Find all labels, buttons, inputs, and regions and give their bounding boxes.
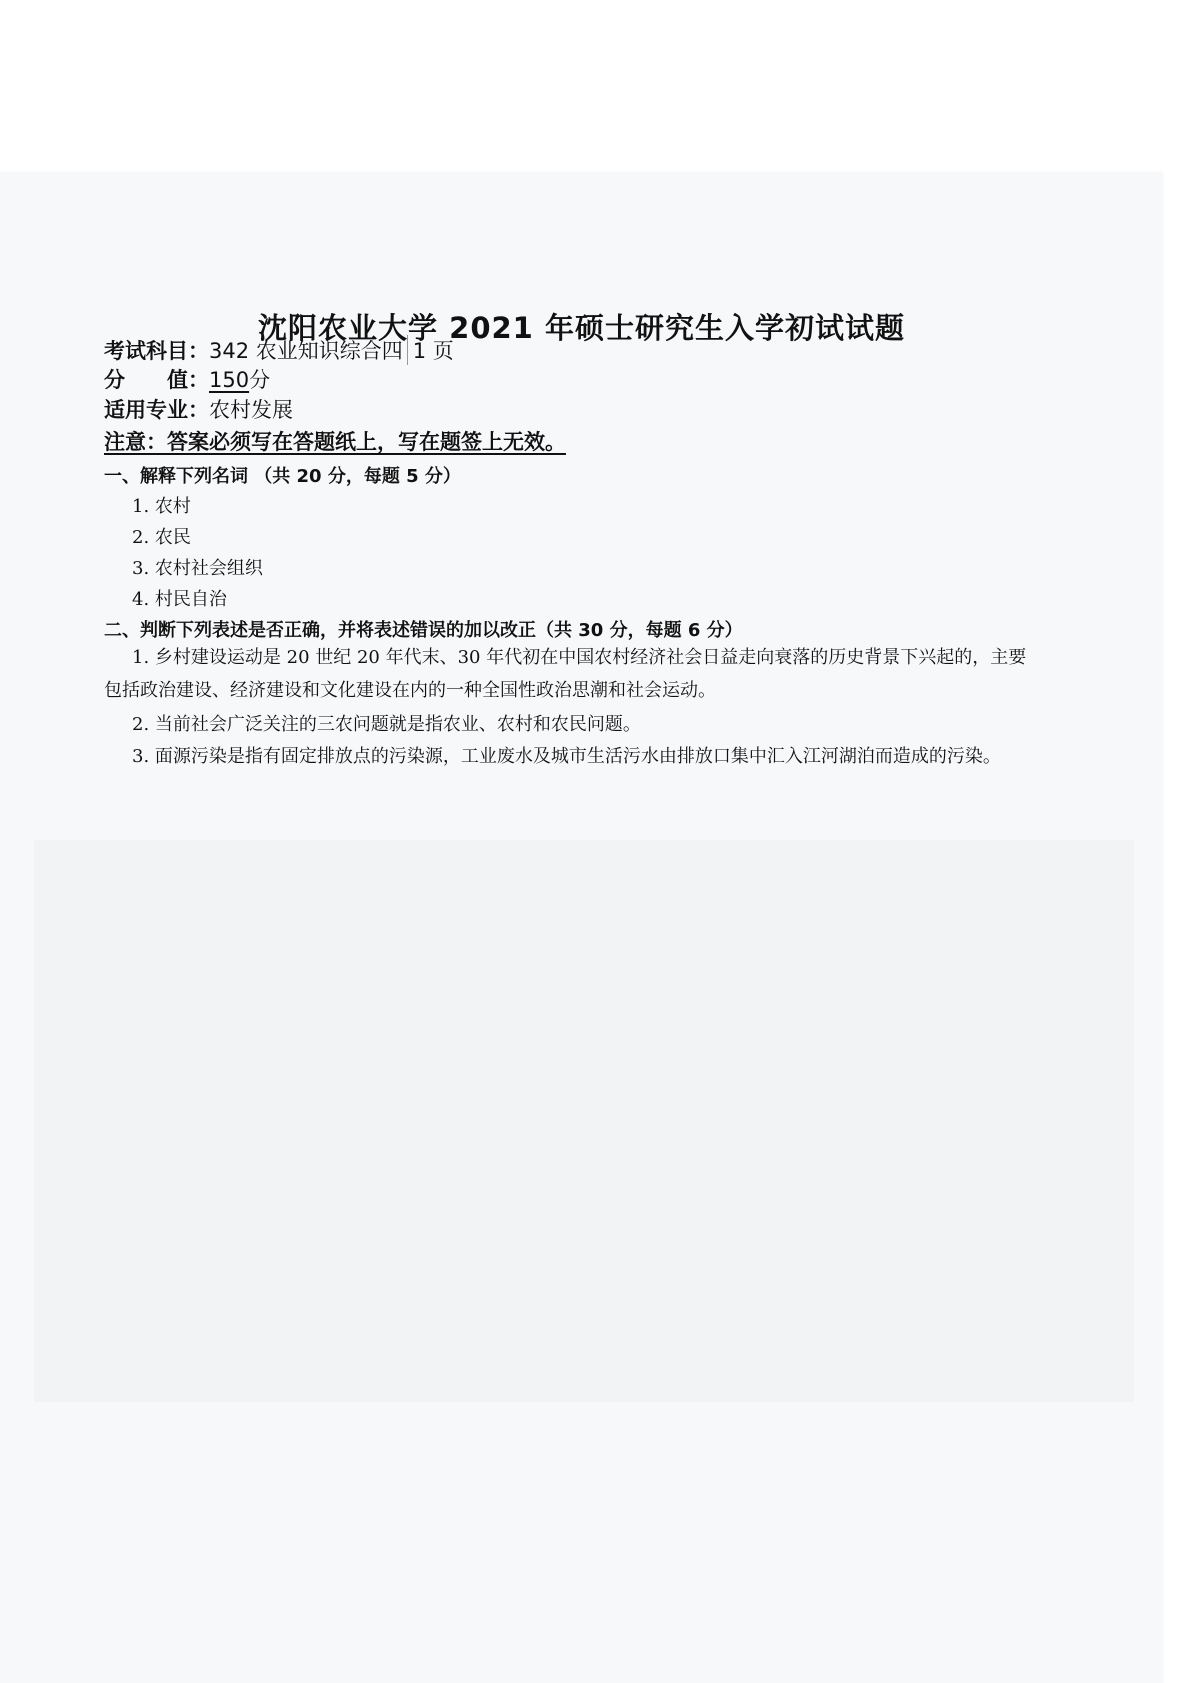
- section-2-item: 2. 当前社会广泛关注的三农问题就是指农业、农村和农民问题。: [132, 714, 641, 735]
- notice-line: 注意：答案必须写在答题纸上，写在题签上无效。: [104, 430, 566, 454]
- section-1-item: 3. 农村社会组织: [132, 558, 263, 579]
- page-mark: 1 页: [407, 335, 454, 365]
- score-value: 150: [209, 368, 250, 392]
- section-2-heading: 二、判断下列表述是否正确，并将表述错误的加以改正（共 30 分，每题 6 分）: [104, 620, 743, 641]
- scanned-page: [0, 172, 1163, 1683]
- subject-line: [104, 335, 454, 365]
- subject-value: 342 农业知识综合四: [209, 339, 403, 363]
- subject-label: 考试科目：: [104, 339, 209, 363]
- scan-shade-region: [34, 840, 1134, 1402]
- section-1-item: 2. 农民: [132, 527, 191, 548]
- section-1-item: 1. 农村: [132, 496, 191, 517]
- section-1-item: 4. 村民自治: [132, 589, 227, 610]
- score-line: [104, 364, 270, 394]
- section-2-item: 3. 面源污染是指有固定排放点的污染源，工业废水及城市生活污水由排放口集中汇入江河湖泊而造成的污染。: [132, 746, 1001, 767]
- major-line: [104, 394, 293, 424]
- score-unit: 分: [249, 368, 271, 392]
- score-label: 分 值：: [104, 368, 209, 392]
- major-label: 适用专业：: [104, 398, 209, 422]
- section-2-item: 1. 乡村建设运动是 20 世纪 20 年代末、30 年代初在中国农村经济社会日益走向衰落的历史背景下兴起的，主要包括政治建设、经济建设和文化建设在内的一种全国性政治思潮和社会运动。: [104, 647, 1027, 701]
- major-value: 农村发展: [209, 398, 293, 422]
- section-1-heading: 一、解释下列名词 （共 20 分，每题 5 分）: [104, 466, 461, 487]
- exam-title: 沈阳农业大学 2021 年硕士研究生入学初试试题: [258, 311, 905, 345]
